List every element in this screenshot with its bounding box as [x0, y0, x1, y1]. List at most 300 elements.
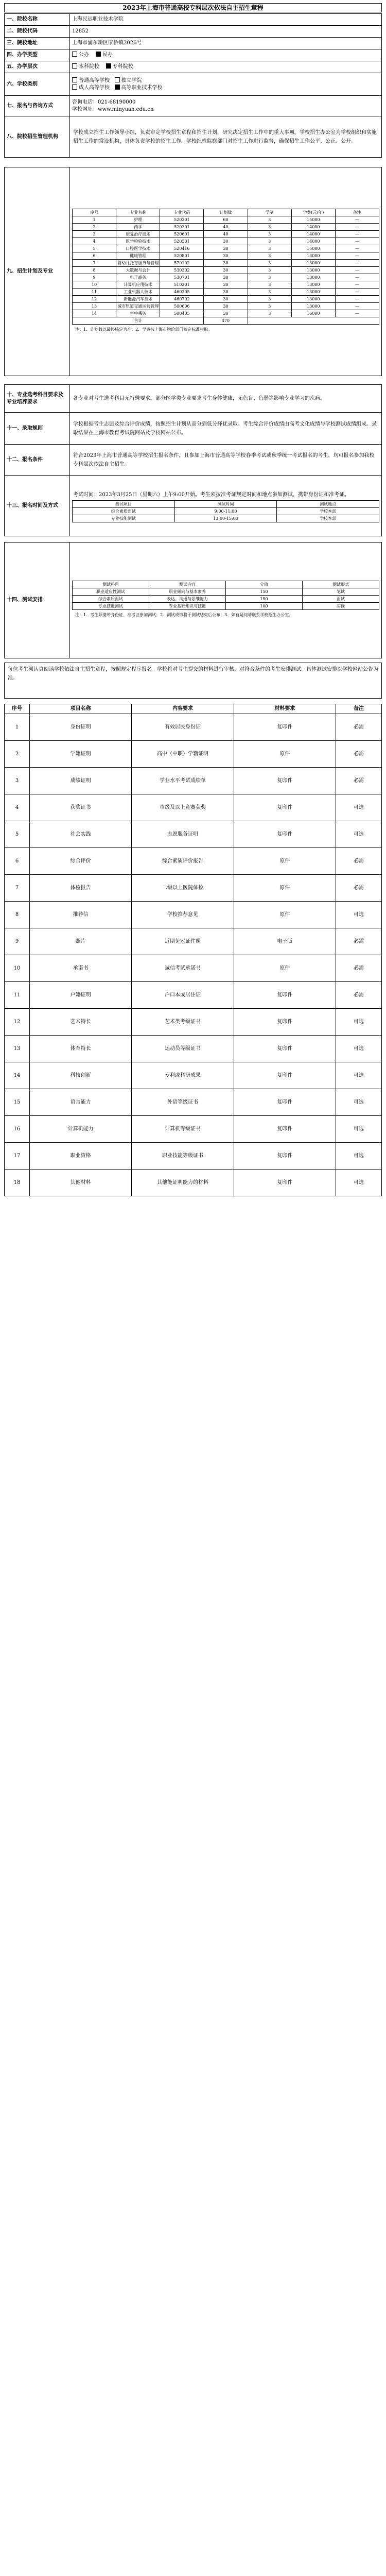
row-contact: [5, 96, 382, 116]
materials-row: [5, 768, 382, 794]
s13-row-cell: 学校本部: [277, 507, 379, 515]
s13-row: [73, 507, 379, 515]
s14-content: [70, 543, 382, 658]
materials-row-cell: 可选: [336, 902, 382, 928]
value-school-name: 上海民远职业技术学院: [70, 14, 382, 26]
label-s9: 九、招生计划及专业: [5, 167, 70, 376]
s9-row-cell: 30: [204, 288, 248, 295]
option-public: 公办: [79, 52, 89, 58]
s9-row-cell: 460702: [160, 295, 204, 302]
s9-h0: 序号: [73, 209, 116, 216]
s9-h4: 学制: [248, 209, 291, 216]
s9-row-cell: 8: [73, 266, 116, 274]
materials-row: [5, 1036, 382, 1062]
options-school-category: [70, 73, 382, 96]
checkbox-cat-4: [115, 84, 120, 90]
materials-row: [5, 1062, 382, 1089]
label-school-level: 五、办学层次: [5, 61, 70, 73]
materials-table: [4, 704, 382, 1196]
s9-row-cell: 30: [204, 245, 248, 252]
materials-row-cell: 复印件: [234, 821, 336, 848]
s9-row-cell: 空中乘务: [116, 310, 160, 317]
s9-row-cell: 10: [73, 281, 116, 288]
materials-row-cell: 原件: [234, 875, 336, 902]
materials-row-cell: 综合评价: [30, 848, 132, 875]
label-school-name: 一、院校名称: [5, 14, 70, 26]
materials-row: [5, 982, 382, 1009]
s9-row-cell: 9: [73, 274, 116, 281]
materials-row-cell: 可选: [336, 1036, 382, 1062]
materials-row-cell: 必需: [336, 768, 382, 794]
s9-row-cell: 口腔医学技术: [116, 245, 160, 252]
s9-row: [73, 310, 379, 317]
s14-row: [73, 595, 379, 602]
s14-row-cell: 150: [226, 588, 303, 595]
materials-row-cell: 必需: [336, 982, 382, 1009]
s9-row-cell: 530701: [160, 274, 204, 281]
s9-row-cell: 13000: [291, 288, 335, 295]
intro-text: 每位考生须认真阅读学校依法自主招生章程，按照规定程序报名。学校将对考生提交的材料进行审核，对符合条件的考生安排测试。具体测试安排以学校网站公告为准。: [8, 667, 378, 681]
s9-row: [73, 216, 379, 223]
s14-row-cell: 150: [226, 595, 303, 602]
s9-h2: 专业代码: [160, 209, 204, 216]
s14-test-table: [72, 581, 379, 610]
row-school-code: [5, 26, 382, 38]
s9-row: [73, 252, 379, 259]
s9-total-value: 470: [204, 317, 248, 324]
materials-body: [5, 714, 382, 1196]
materials-row: [5, 1116, 382, 1143]
materials-row-cell: 综合素质评价报告: [132, 848, 234, 875]
s13-row-cell: 测试时间: [174, 500, 277, 507]
checkbox-cat-3: [72, 84, 77, 90]
label-school-category: 六、学校类别: [5, 73, 70, 96]
label-s14: 十四、测试安排: [5, 543, 70, 658]
materials-row-cell: 体育特长: [30, 1036, 132, 1062]
s9-row-cell: 3: [248, 295, 291, 302]
materials-row-cell: 照片: [30, 928, 132, 955]
row-school-category: [5, 73, 382, 96]
s14-note: 注：1．考生须携带身份证、准考证参加测试；2．测试成绩将于测试结束后公布；3．如有疑问请联系学校招生办公室。: [75, 612, 293, 617]
materials-row-cell: 必需: [336, 714, 382, 741]
s9-row-cell: 15000: [291, 216, 335, 223]
s9-row-cell: —: [335, 310, 379, 317]
s9-row-cell: 570102: [160, 259, 204, 266]
options-school-type: [70, 49, 382, 61]
materials-row-cell: 7: [5, 875, 30, 902]
s9-row-cell: —: [335, 259, 379, 266]
s9-row-cell: 510201: [160, 281, 204, 288]
materials-row-cell: 推荐信: [30, 902, 132, 928]
s9-row-cell: 3: [248, 245, 291, 252]
mat-h0: 序号: [5, 704, 30, 714]
s9-outer: [4, 167, 382, 376]
materials-row-cell: 复印件: [234, 1009, 336, 1036]
materials-row-cell: 复印件: [234, 1116, 336, 1143]
s9-row-cell: 14000: [291, 238, 335, 245]
checkbox-public: [72, 52, 77, 57]
materials-row-cell: 5: [5, 821, 30, 848]
materials-row-cell: 可选: [336, 1009, 382, 1036]
s9-row-cell: 13000: [291, 281, 335, 288]
phone-label: 咨询电话: [72, 99, 93, 105]
mat-h3: 材料要求: [234, 704, 336, 714]
s9-row-cell: 大数据与会计: [116, 266, 160, 274]
value-school-code: 12852: [70, 26, 382, 38]
s9-row-cell: —: [335, 274, 379, 281]
materials-row-cell: 计算机等级证书: [132, 1116, 234, 1143]
s13-schedule-body: [73, 500, 379, 522]
materials-row-cell: 语言能力: [30, 1089, 132, 1116]
checkbox-junior: [106, 63, 111, 69]
s9-row: [73, 238, 379, 245]
row-s12: [5, 445, 382, 476]
materials-row-cell: 高中（中职）学籍证明: [132, 741, 234, 768]
s9-row-cell: 14000: [291, 223, 335, 230]
s9-row-cell: 计算机应用技术: [116, 281, 160, 288]
s9-row: [73, 295, 379, 302]
materials-row-cell: 职业资格: [30, 1143, 132, 1170]
s13-row: [73, 500, 379, 507]
s9-row-cell: —: [335, 216, 379, 223]
s9-row-cell: 3: [248, 230, 291, 238]
row-s10: [5, 385, 382, 413]
s9-row-cell: —: [335, 223, 379, 230]
s13-row-cell: 测试地点: [277, 500, 379, 507]
s9-row-cell: 40: [204, 223, 248, 230]
materials-row-cell: 计算机能力: [30, 1116, 132, 1143]
materials-row-cell: 复印件: [234, 768, 336, 794]
s14-row-cell: 100: [226, 602, 303, 609]
s13-schedule-table: [72, 500, 379, 522]
s13-content: [70, 476, 382, 536]
s9-total-blank: [248, 317, 379, 324]
s9-row-cell: 3: [248, 223, 291, 230]
checkbox-cat-1: [72, 77, 77, 82]
option-junior: 专科院校: [112, 64, 133, 70]
s9-row-cell: 530302: [160, 266, 204, 274]
s9-row-cell: 520201: [160, 216, 204, 223]
materials-row-cell: 承诺书: [30, 955, 132, 982]
checkbox-private: [96, 52, 101, 57]
materials-row: [5, 955, 382, 982]
mat-h1: 项目名称: [30, 704, 132, 714]
label-school-code: 二、院校代码: [5, 26, 70, 38]
materials-row-cell: 必需: [336, 848, 382, 875]
sections-10-13: [4, 384, 382, 536]
s9-h3: 计划数: [204, 209, 248, 216]
s14-row: [5, 543, 382, 658]
materials-row-cell: 其他能证明能力的材料: [132, 1170, 234, 1196]
materials-row-cell: 18: [5, 1170, 30, 1196]
checkbox-undergrad: [72, 63, 77, 69]
s9-row-cell: 健康管理: [116, 252, 160, 259]
s14-row-cell: 笔试: [303, 588, 379, 595]
materials-row-cell: 可选: [336, 794, 382, 821]
s9-row-cell: 13000: [291, 302, 335, 310]
s9-row: [73, 281, 379, 288]
materials-row-cell: 必需: [336, 955, 382, 982]
site-label: 学校网址: [72, 106, 93, 112]
s14-row-cell: 专业技能测试: [73, 602, 149, 609]
s14-body: [73, 588, 379, 609]
materials-row-cell: 身份证明: [30, 714, 132, 741]
materials-row-cell: 专利或科研成果: [132, 1062, 234, 1089]
materials-row-cell: 社会实践: [30, 821, 132, 848]
row-s11: [5, 413, 382, 445]
s9-row-cell: 520801: [160, 252, 204, 259]
s9-row: [73, 302, 379, 310]
materials-row-cell: 复印件: [234, 794, 336, 821]
materials-row-cell: 12: [5, 1009, 30, 1036]
s9-row-cell: 14000: [291, 230, 335, 238]
s13-row: [73, 515, 379, 522]
materials-row-cell: 复印件: [234, 1170, 336, 1196]
materials-row-cell: 复印件: [234, 714, 336, 741]
s9-row-cell: —: [335, 302, 379, 310]
materials-row-cell: 复印件: [234, 1062, 336, 1089]
s9-row-cell: 460305: [160, 288, 204, 295]
materials-row-cell: 艺术特长: [30, 1009, 132, 1036]
row-s13: [5, 476, 382, 536]
s9-h5: 学费(元/年): [291, 209, 335, 216]
s9-row-cell: 13000: [291, 259, 335, 266]
materials-row-cell: 电子版: [234, 928, 336, 955]
s9-row-cell: 3: [248, 274, 291, 281]
s9-row-cell: 520601: [160, 230, 204, 238]
value-school-address: 上海市浦东新区康桥镇2026号: [70, 38, 382, 49]
s9-header-row: [73, 209, 379, 216]
s13-row-cell: 13:00-15:00: [174, 515, 277, 522]
materials-row-cell: 艺术类考级证书: [132, 1009, 234, 1036]
s9-row-cell: —: [335, 230, 379, 238]
s14-h1: 测试内容: [149, 581, 226, 588]
text-s8: 学校成立招生工作领导小组，负责审定学校招生章程和招生计划，研究决定招生工作中的重大事项。学校招生办公室为学校组织和实施招生工作的常设机构，具体负责学校的招生工作。学校纪检监察部门对招生工作进行监督，确保招生工作公平、公正、公开。: [70, 116, 382, 158]
s10-13-table: [4, 384, 382, 536]
s9-row-cell: 15000: [291, 245, 335, 252]
materials-row-cell: 4: [5, 794, 30, 821]
intro-box: [4, 663, 382, 699]
materials-row-cell: 复印件: [234, 982, 336, 1009]
section-14: [4, 542, 382, 658]
s9-row-cell: 6: [73, 252, 116, 259]
s9-row-cell: 3: [248, 310, 291, 317]
s9-row: [5, 167, 382, 376]
s9-row-cell: —: [335, 266, 379, 274]
materials-row-cell: 获奖证书: [30, 794, 132, 821]
text-s13: 考试时间：2023年3月25日（星期六）上午9:00开始。考生须按准考证规定时间和地点参加测试，携带身份证和准考证。: [73, 492, 349, 498]
s14-row-cell: 面试: [303, 595, 379, 602]
options-school-level: [70, 61, 382, 73]
materials-row-cell: 志愿服务证明: [132, 821, 234, 848]
materials-row-cell: 近期免冠证件照: [132, 928, 234, 955]
label-contact: 七、报名与咨询方式: [5, 96, 70, 116]
materials-row-cell: 复印件: [234, 1036, 336, 1062]
materials-section: [4, 704, 382, 1196]
materials-row-cell: 原件: [234, 741, 336, 768]
text-s11: 学校根据考生志愿及综合评价成绩，按照招生计划从高分到低分择优录取。考生综合评价成绩由高考文化成绩与学校测试成绩组成。录取结果在上海市教育考试院网站及学校网站公布。: [70, 413, 382, 445]
s14-row-cell: 职业倾向与基本素养: [149, 588, 226, 595]
materials-row-cell: 二级以上医院体检: [132, 875, 234, 902]
s9-row-cell: 3: [73, 230, 116, 238]
s14-outer: [4, 542, 382, 658]
label-s12: 十二、报名条件: [5, 445, 70, 476]
s9-row-cell: 520301: [160, 223, 204, 230]
s9-h6: 备注: [335, 209, 379, 216]
materials-row: [5, 1009, 382, 1036]
s9-row: [73, 288, 379, 295]
materials-row-cell: 原件: [234, 902, 336, 928]
materials-row-cell: 可选: [336, 1143, 382, 1170]
s9-row-cell: 2: [73, 223, 116, 230]
materials-row-cell: 14: [5, 1062, 30, 1089]
materials-row: [5, 741, 382, 768]
section-9: [4, 167, 382, 376]
materials-row-cell: 可选: [336, 1062, 382, 1089]
s13-row-cell: 测试项目: [73, 500, 175, 507]
option-cat-4: 高等职业技术学校: [121, 84, 163, 91]
s9-row-cell: 40: [204, 230, 248, 238]
label-s8: 八、院校招生管理机构: [5, 116, 70, 158]
s14-header-row: [73, 581, 379, 588]
s9-row-cell: 3: [248, 238, 291, 245]
basic-info-section: [4, 13, 382, 158]
s9-note: 注：1．计划数以最终核定为准；2．学费按上海市物价部门核定标准收取。: [75, 327, 213, 332]
materials-row-cell: 户籍证明: [30, 982, 132, 1009]
materials-row-cell: 9: [5, 928, 30, 955]
row-s8: [5, 116, 382, 158]
s9-row-cell: 11: [73, 288, 116, 295]
option-cat-1: 普通高等学校: [79, 77, 110, 83]
option-undergrad: 本科院校: [79, 64, 99, 70]
s9-row-cell: —: [335, 288, 379, 295]
label-school-type: 四、办学类型: [5, 49, 70, 61]
label-s10: 十、专业选考科目要求及专业培养要求: [5, 385, 70, 413]
materials-row-cell: 复印件: [234, 1089, 336, 1116]
s9-row-cell: —: [335, 295, 379, 302]
materials-row-cell: 外语等级证书: [132, 1089, 234, 1116]
s9-row-cell: —: [335, 245, 379, 252]
s14-row-cell: 综合素质面试: [73, 595, 149, 602]
materials-row-cell: 必需: [336, 741, 382, 768]
materials-row-cell: 6: [5, 848, 30, 875]
s9-row-cell: 1: [73, 216, 116, 223]
materials-row-cell: 1: [5, 714, 30, 741]
s9-row-cell: 护理: [116, 216, 160, 223]
s9-row-cell: 520416: [160, 245, 204, 252]
s9-row-cell: 13000: [291, 266, 335, 274]
mat-h2: 内容要求: [132, 704, 234, 714]
option-private: 民办: [102, 52, 113, 58]
s9-row-cell: 13000: [291, 274, 335, 281]
materials-row-cell: 体检报告: [30, 875, 132, 902]
label-s13: 十三、报名时间及方式: [5, 476, 70, 536]
label-s11: 十一、录取规则: [5, 413, 70, 445]
s9-row-cell: 医学检验技术: [116, 238, 160, 245]
materials-row-cell: 11: [5, 982, 30, 1009]
materials-row-cell: 2: [5, 741, 30, 768]
s9-row-cell: 13: [73, 302, 116, 310]
s9-row-cell: 3: [248, 302, 291, 310]
s9-row-cell: 3: [248, 288, 291, 295]
materials-row-cell: 必需: [336, 928, 382, 955]
s9-row-cell: 30: [204, 259, 248, 266]
s14-h3: 测试形式: [303, 581, 379, 588]
materials-row-cell: 诚信考试承诺书: [132, 955, 234, 982]
s9-row-cell: —: [335, 252, 379, 259]
materials-row-cell: 科技创新: [30, 1062, 132, 1089]
row-school-name: [5, 14, 382, 26]
s9-row: [73, 274, 379, 281]
mat-h4: 备注: [336, 704, 382, 714]
s9-row-cell: —: [335, 281, 379, 288]
s9-row: [73, 230, 379, 238]
materials-row-cell: 市级及以上竞赛获奖: [132, 794, 234, 821]
s9-row-cell: 30: [204, 238, 248, 245]
materials-row: [5, 1143, 382, 1170]
s9-row-cell: 3: [248, 216, 291, 223]
materials-header-row: [5, 704, 382, 714]
s13-row-cell: 9:00-11:00: [174, 507, 277, 515]
s9-row-cell: 婴幼儿托育服务与管理: [116, 259, 160, 266]
s9-row: [73, 223, 379, 230]
materials-row: [5, 714, 382, 741]
s9-row-cell: 30: [204, 302, 248, 310]
materials-row-cell: 有效居民身份证: [132, 714, 234, 741]
document-page: [4, 3, 382, 2576]
materials-row-cell: 职业技能等级证书: [132, 1143, 234, 1170]
materials-row: [5, 1170, 382, 1196]
materials-row: [5, 875, 382, 902]
row-school-address: [5, 38, 382, 49]
s9-row-cell: 城市轨道交通运营管理: [116, 302, 160, 310]
s9-h1: 专业名称: [116, 209, 160, 216]
s9-row-cell: 3: [248, 281, 291, 288]
s9-row-cell: 30: [204, 310, 248, 317]
s14-row-cell: 表达、沟通与思维能力: [149, 595, 226, 602]
materials-row-cell: 8: [5, 902, 30, 928]
materials-row-cell: 可选: [336, 821, 382, 848]
s14-row-cell: 专业基础知识与技能: [149, 602, 226, 609]
row-school-level: [5, 61, 382, 73]
s9-row-cell: 7: [73, 259, 116, 266]
s13-row-cell: 专业技能测试: [73, 515, 175, 522]
text-s12: 符合2023年上海市普通高等学校招生报名条件，且参加上海市普通高等学校春季考试或秋季统一考试报名的考生，均可报名参加我校专科层次依法自主招生。: [70, 445, 382, 476]
materials-row-cell: 3: [5, 768, 30, 794]
s9-row-cell: 30: [204, 252, 248, 259]
materials-row-cell: 可选: [336, 1170, 382, 1196]
s9-row-cell: 5: [73, 245, 116, 252]
value-contact: 咨询电话：021-68190000 学校网址：www.minyuan.edu.cn: [70, 96, 382, 116]
s9-row-cell: 13000: [291, 252, 335, 259]
document-title: 2023年上海市普通高校专科层次依法自主招生章程: [4, 3, 382, 12]
s9-row-cell: 工业机器人技术: [116, 288, 160, 295]
site-value[interactable]: www.minyuan.edu.cn: [98, 106, 154, 112]
materials-row-cell: 可选: [336, 1089, 382, 1116]
label-school-address: 三、院校地址: [5, 38, 70, 49]
s9-row-cell: 3: [248, 252, 291, 259]
s9-row-cell: —: [335, 238, 379, 245]
s9-row-cell: 16000: [291, 310, 335, 317]
materials-row-cell: 必需: [336, 875, 382, 902]
materials-row-cell: 复印件: [234, 1143, 336, 1170]
option-cat-2: 独立学院: [121, 77, 142, 83]
materials-row-cell: 15: [5, 1089, 30, 1116]
materials-row-cell: 10: [5, 955, 30, 982]
s14-row-cell: 实操: [303, 602, 379, 609]
s9-row: [73, 266, 379, 274]
s9-row-cell: 30: [204, 295, 248, 302]
